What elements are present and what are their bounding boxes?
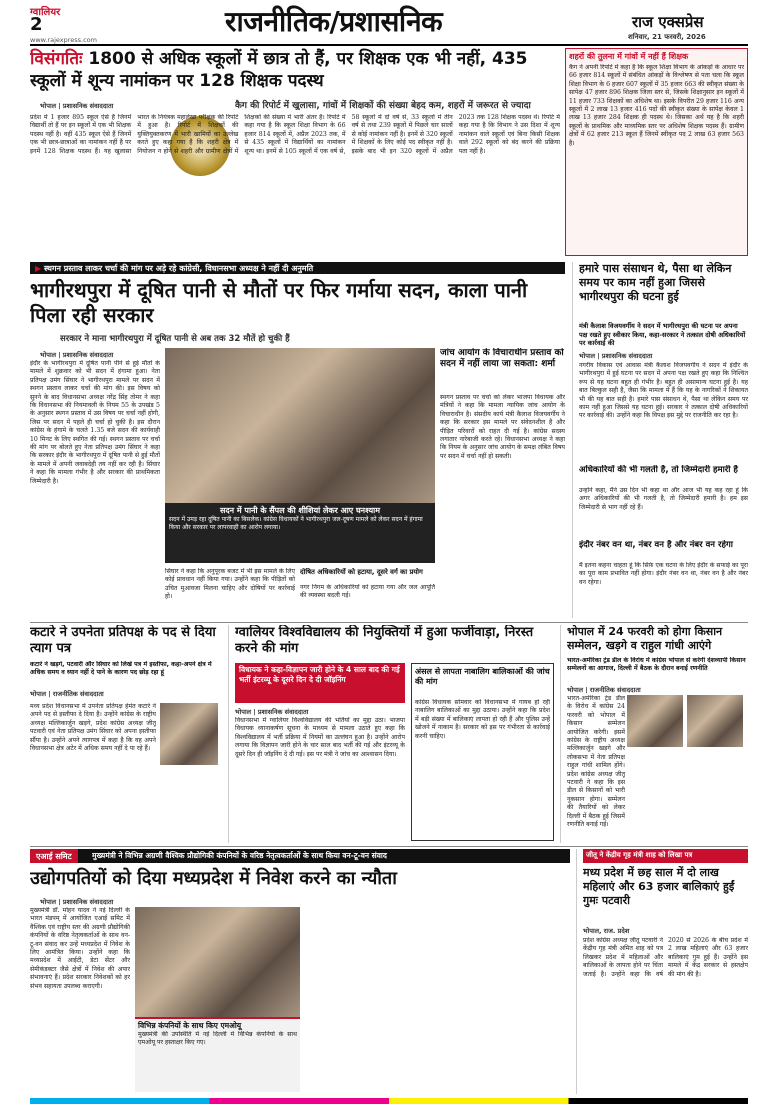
ai-summit-story [30,849,570,1094]
indore-body: मैं इतना कहना चाहता हूं कि सिर्फ़ एक घटना के लिए इंदौर के सफाई का पूरा का पूरा काम प्रभावित नहीं होगा। इंदौर नंबर वन था, नंबर वन है और नंबर वन रहेगा। [579,562,748,586]
vijayvargiya-story [572,262,748,618]
kisan-headline: भोपाल में 24 फरवरी को होगा किसान सम्मेलन, खड़गे व राहुल गांधी आएंगे [567,625,723,652]
brand-logo: राज एक्सप्रेस [632,13,704,31]
photo-caption-title: सदन में पानी के सैंपल की शीशियां लेकर आए घनश्याम [219,506,381,515]
ai-summit-photo [135,907,300,1017]
ai-summit-tag: एआई समिट [30,849,78,863]
kisan-byline: भोपाल | राजनीतिक संवाददाता [567,686,641,694]
sidebar-compare [565,48,748,256]
gwalior-univ-box: विधायक ने कहा-विज्ञापन जारी होने के 4 साल बाद की गई भर्ती इंटरव्यू के दूसरे दिन दे दी जॉइनिंग [235,663,405,703]
photo-caption-bar [165,503,435,563]
officer-body: नगर निगम के अधिकारियों को हटाया गया और जल आपूर्ति की व्यवस्था बदली गई। [300,584,435,600]
katare-subhead: कटारे ने खड़गे, पटवारी और सिंघार को लिखे पत्र में इस्तीफा, कहा-अपने क्षेत्र में अधिक समय व ध्यान नहीं दे पाने के कारण पद छोड़ रहा हूं [30,661,212,677]
banner-text: स्थगन प्रस्ताव लाकर चर्चा की मांग पर अड़े रहे कांग्रेसी, विधानसभा अध्यक्ष ने नहीं दी अनुमति [43,264,314,273]
missing-girls-headline: अंसल से लापता नाबालिग बालिकाओं की जांच की मांग [415,667,550,686]
patwari-body: प्रदेश कांग्रेस अध्यक्ष जीतू पटवारी ने केंद्रीय गृह मंत्री अमित शाह को पत्र लिखकर प्रदेश में महिलाओं और बालिकाओं के लापता होने पर चिंता जताई है। उन्होंने कहा कि वर्ष 2020 से 2026 के बीच प्रदेश में 2 लाख महिलाएं और 63 हजार बालिकाएं गुम हुई हैं। उन्होंने इस मामले में केंद्र सरकार से हस्तक्षेप की मांग की है। [583,937,748,978]
ai-summit-caption: विभिन्न कंपनियों के साथ किए एमओयू [138,1021,242,1030]
kharge-photo [627,695,683,747]
patwari-headline: मध्य प्रदेश में छह साल में दो लाख महिलाएं और 63 हजार बालिकाएं हुईं गुमः पटवारी [583,866,735,907]
mid-rule [30,622,748,623]
katare-headline: कटारे ने उपनेता प्रतिपक्ष के पद से दिया त्याग पत्र [30,625,216,656]
congress-banner [30,262,565,274]
sidebar-compare-headline: शहरों की तुलना में गांवों में नहीं हैं शिक्षक [569,52,689,61]
ai-summit-banner: मुख्यमंत्री ने विभिन्न अग्रणी वैश्विक प्रौद्योगिकी कंपनियों के वरिष्ठ नेतृत्वकर्ताओं के साथ किया वन-टू-वन संवाद [92,851,387,860]
kisan-story [560,625,748,843]
officer-box [300,568,435,614]
ai-summit-body-cont [305,907,570,1092]
katare-story [30,625,220,843]
vijayvargiya-body: नगरीय विकास एवं आवास मंत्री कैलाश विजयवर्गीय ने सदन में इंदौर के भागीरथपुरा में हुई घटना पर सदन में अपना पक्ष रखते हुए कहा कि निश्चित रूप से यह घटना बहुत ही गंभीर है। बहुत ही असामान्य घटना हुई है। यह बात बिल्कुल सही है, जैसा कि मामला में हैं कि यह के नागरिकों ने शिकायत भी की यह बात सही है। हमारे पास संसाधन थे, पैसा था लेकिन समय पर काम नहीं हुआ जिससे यह घटना हुई। सरकार ने तत्काल दोषी अधिकारियों पर कार्रवाई की। उन्होंने कहा कि विपक्ष इस मुद्दे पर राजनीति कर रहा है। [579,362,748,420]
inquiry-body: स्थगन प्रस्ताव पर चर्चा को लेकर भाजपा विधायक और मंत्रियों ने कहा कि मामला न्यायिक जांच आयोग के विचाराधीन है। संसदीय कार्य मंत्री कैलाश विजयवर्गीय ने कहा कि सरकार इस मामले पर संवेदनशील है और पीड़ित परिवारों को राहत दी गई है। कांग्रेस सदस्य लगातार नारेबाजी करते रहे। विधानसभा अध्यक्ष ने कहा कि नियम के अनुसार जांच आयोग के समक्ष लंबित विषय पर सदन में चर्चा नहीं हो सकती। [440,394,565,460]
patwari-tag: जीतू ने केंद्रीय गृह मंत्री शाह को लिखा पत्र [583,849,748,863]
bhagirathpura-story [30,278,565,618]
ai-summit-banner-row [30,849,570,863]
photo-caption-text: सदन में उमड़ रहा दूषित पानी का बिसलेक। कांग्रेस विधायकों ने भागीरथपुरा जल-दूषण मामले को लेकर सदन में हंगामा किया और सरकार पर लापरवाही का आरोप लगाया। [169,516,423,531]
lower-rule [30,846,748,847]
ai-summit-headline: उद्योगपतियों को दिया मध्यप्रदेश में निवेश करने का न्यौता [30,868,397,889]
gwalior-univ-headline: ग्वालियर विश्वविद्यालय की नियुक्तियों में हुआ फर्जीवाड़ा, निरस्त करने की मांग [235,625,534,656]
kisan-body: भारत-अमेरिका ट्रेड डील के विरोध में कांग्रेस 24 फरवरी को भोपाल में किसान सम्मेलन आयोजित करेगी। इसमें कांग्रेस के राष्ट्रीय अध्यक्ष मल्लिकार्जुन खड़गे और लोकसभा में नेता प्रतिपक्ष राहुल गांधी शामिल होंगे। प्रदेश कांग्रेस अध्यक्ष जीतू पटवारी ने कहा कि इस डील से किसानों को भारी नुकसान होगा। सम्मेलन की तैयारियों को लेकर दिल्ली में बैठक हुई जिसमें रणनीति बनाई गई। [567,695,625,829]
rahul-photo [687,695,743,747]
gwalior-univ-byline: भोपाल | प्रशासनिक संवाददाता [235,708,309,716]
ai-summit-body: मुख्यमंत्री डॉ. मोहन यादव ने नई दिल्ली के भारत मंडपम् में आयोजित एआई समिट में वैश्विक एवं राष्ट्रीय स्तर की अग्रणी प्रौद्योगिकी कंपनियों के वरिष्ठ नेतृत्वकर्ताओं के साथ वन-टू-वन संवाद कर उन्हें मध्यप्रदेश में निवेश के लिए आमंत्रित किया। उन्होंने कहा कि मध्यप्रदेश में आईटी, डेटा सेंटर और सेमीकंडक्टर जैसे क्षेत्रों में निवेश की अपार संभावनाएं हैं। प्रदेश सरकार निवेशकों को हर संभव सहायता उपलब्ध कराएगी। [30,907,130,990]
patwari-byline: भोपाल, राज. प्रदेश [583,927,630,935]
ai-summit-caption-box [135,1017,300,1092]
indore-headline: इंदौर नंबर वन था, नंबर वन है और नंबर वन रहेगा [579,540,733,550]
ai-summit-caption-desc: मुख्यमंत्री की उपस्थिति में नई दिल्ली में विभिन्न कंपनियों के साथ एमओयू पर हस्ताक्षर किए गए। [138,1031,297,1047]
assembly-photo [165,348,435,503]
ai-summit-byline: भोपाल | प्रशासनिक संवाददाता [40,898,114,906]
vijayvargiya-byline: भोपाल | प्रशासनिक संवाददाता [579,352,653,360]
lead-headline [30,48,560,92]
bhagirathpura-extra: सिंघार ने कहा कि अनुपूरक बजट में भी इस मामले के लिए कोई प्रावधान नहीं किया गया। उन्होंने कहा कि पीड़ितों को उचित मुआवजा मिलना चाहिए और दोषियों पर कार्रवाई हो। [165,568,295,601]
lead-byline: भोपाल | प्रशासनिक संवाददाता [40,102,114,110]
katare-photo [160,703,218,765]
footer-color-bar [30,1098,748,1104]
website[interactable]: www.rajexpress.com [30,36,97,44]
vijayvargiya-headline: हमारे पास संसाधन थे, पैसा था लेकिन समय पर काम नहीं हुआ जिससे भागीरथपुरा की घटना हुई [579,262,732,303]
missing-girls-body: कांग्रेस विधायक सोमवार को विधानसभा में गायब हो रही नाबालिग बालिकाओं का मुद्दा उठाया। उन्होंने कहा कि प्रदेश में बड़ी संख्या में बालिकाएं लापता हो रही हैं और पुलिस उन्हें खोजने में नाकाम है। सरकार को इस पर गंभीरता से कार्रवाई करनी चाहिए। [415,699,550,740]
sidebar-compare-body: कैग ने अपनी रिपोर्ट में कहा है कि स्कूल शिक्षा विभाग के आंकड़ों के आधार पर 66 हजार 814 स्कूलों में संबंधित आंकड़ों के विश्लेषण से पता चला कि स्कूल शिक्षा विभाग के 6 हजार 607 स्कूलों में 35 हजार 663 की स्वीकृत संख्या के सापेक्ष 47 हजार 896 शिक्षक जिला स्तर से, जिसके शिक्षानुसार इन स्कूलों में 11 हजार 733 शिक्षकों का अधिशेष था। इसके विपरीत 29 हजार 116 अन्य स्कूलों में 2 लाख 13 हजार 416 पदों की स्वीकृत संख्या के सापेक्ष केवल 1 लाख 13 हजार 284 शिक्षक ही पदस्थ थे। जिसका अर्थ यह है कि शहरी स्कूलों के प्राथमिक और माध्यमिक स्तर पर अधिशेष शिक्षक पदस्थ हैं। ग्रामीण क्षेत्रों में 62 हजार 213 स्कूल हैं जिनमें स्वीकृत पद 2 लाख 63 हजार 563 है। [569,64,744,147]
masthead-rule [30,44,748,46]
inquiry-headline: जांच आयोग के विचाराधीन प्रस्ताव को सदन में नहीं लाया जा सकता: शर्मा [440,348,564,369]
lead-headline-text: 1800 से अधिक स्कूलों में छात्र तो हैं, पर शिक्षक एक भी नहीं, 435 स्कूलों में शून्य नामांकन पर 128 शिक्षक पदस्थ [30,49,528,91]
patwari-story [576,849,748,1094]
gwalior-univ-story [228,625,553,843]
bhagirathpura-subhead: सरकार ने माना भागीरथपुरा में दूषित पानी से अब तक 32 मौतें हो चुकी हैं [60,334,290,344]
lead-subhead: कैग की रिपोर्ट में खुलासा, गांवों में शिक्षकों की संख्या बेहद कम, शहरों में जरूरत से ज्यादा [235,101,531,110]
masthead-city: ग्वालियर [30,7,61,18]
katare-body: मध्य प्रदेश विधानसभा में उपनेता प्रतिपक्ष हेमंत कटारे ने अपने पद से इस्तीफा दे दिया है। उन्होंने कांग्रेस के राष्ट्रीय अध्यक्ष मल्लिकार्जुन खड़गे, प्रदेश कांग्रेस अध्यक्ष जीतू पटवारी एवं नेता प्रतिपक्ष उमंग सिंघार को अपना इस्तीफा सौंपा है। उन्होंने अपने त्यागपत्र में कहा है कि वह अपने विधानसभा क्षेत्र अटेर में अधिक समय नहीं दे पा रहे हैं। [30,703,156,753]
lead-kicker: विसंगतिः [30,49,83,69]
inquiry-box [440,348,565,598]
bhagirathpura-body: इंदौर के भागीरथपुरा में दूषित पानी पीने से हुई मौतों के मामले में शुक्रवार को भी सदन में हंगामा हुआ। नेता प्रतिपक्ष उमंग सिंघार ने भागीरथपुरा मामले पर सदन में स्थगन प्रस्ताव लाकर चर्चा की मांग की। इस विषय को सुनने के बाद विधानसभा अध्यक्ष नरेंद्र सिंह तोमर ने कहा कि विधानसभा की नियमावली के नियम 55 के उपखंड 5 के अनुसार स्थगन प्रस्ताव में उस विषय पर चर्चा नहीं होगी, जिस पर सदन में पहले ही चर्चा हो चुकी है। इस दौरान कांग्रेस के हंगामे के चलते 1.35 बजे सदन की कार्यवाही 10 मिनट के लिए स्थगित की गई। स्थगन प्रस्ताव पर चर्चा की मांग पर बोलते हुए नेता प्रतिपक्ष उमंग सिंघार ने कहा कि सरकार इंदौर के भागीरथपुरा में दूषित पानी से हुई मौतों के मामले में अपनी जवाबदेही तय नहीं कर रही है। सिंघार ने कहा कि मामला गंभीर है और सरकार की प्राथमिकता जिम्मेदारी है। [30,360,160,485]
bhagirathpura-byline: भोपाल | प्रशासनिक संवाददाता [40,351,114,359]
vijayvargiya-officer-body: उन्होंने कहा, मैंने उस दिन भी कहा था और आज भी यह कह रहा हूं कि अगर अधिकारियों की भी गलती है, तो जिम्मेदारी हमारी है। हम इस जिम्मेदारी से भाग नहीं रहे हैं। [579,487,748,511]
masthead [0,0,778,44]
section-title: राजनीतिक/प्रशासनिक [225,5,443,38]
banner-arrow-icon: ▶ [35,264,42,273]
officer-headline: दोषित अधिकारियों को हटाया, दूसरे वर्ग का प्रयोग [300,568,423,576]
lead-body: प्रदेश में 1 हजार 895 स्कूल ऐसे हैं जिनमें विद्यार्थी तो हैं पर इन स्कूलों में एक भी शिक्षक पदस्थ नहीं है। वहीं 435 स्कूल ऐसे हैं जिनमें एक भी छात्र-छात्राओं का नामांकन नहीं है पर इनमें 128 शिक्षक पदस्थ हैं। यह खुलासा भारत के नियंत्रक महालेखा परीक्षक की रिपोर्ट में हुआ है। रिपोर्ट में शिक्षकों की युक्तियुक्तकरण में भारी खामियों का उल्लेख करते हुए कहा गया है कि शहरी क्षेत्र में नियोजन न होने से शहरी और ग्रामीण क्षेत्रों में शिक्षकों की संख्या में भारी अंतर है। रिपोर्ट में कहा गया है कि स्कूल शिक्षा विभाग के 66 हजार 814 स्कूलों में, अप्रैल 2023 तक, में से 435 स्कूलों में विद्यार्थियों का नामांकन शून्य था। इनमें से 105 स्कूलों में एक वर्ष से, 58 स्कूलों में दो वर्ष से, 33 स्कूलों में तीन वर्ष से तथा 239 स्कूलों में पिछले चार सालों से कोई नामांकन नहीं है। इनमें से 320 स्कूलों में शिक्षकों के लिए कोई पद स्वीकृत नहीं है। इसके बाद भी इन 320 स्कूलों में अप्रैल 2023 तक 128 शिक्षक पदस्थ थे। रिपोर्ट में कहा गया है कि विभाग ने उस दिशा में शून्य नामांकन वाले स्कूलों एवं बिना किसी शिक्षक वाले 292 स्कूलों को बंद करने की प्रक्रिया पता नहीं है। [30,114,560,155]
bhagirathpura-headline: भागीरथपुरा में दूषित पानी से मौतों पर फिर गर्माया सदन, काला पानी पिला रही सरकार [30,278,528,327]
vijayvargiya-officer-headline: अधिकारियों की भी गलती है, तो जिम्मेदारी हमारी है [579,465,738,475]
page-number: 2 [30,14,43,35]
lead-story [30,48,560,256]
kisan-body-cont [627,751,743,841]
katare-byline: भोपाल | राजनीतिक संवाददाता [30,690,104,698]
kisan-subhead: भारत-अमेरिका ट्रेड डील के विरोध में कांग्रेस भोपाल से करेगी देशव्यापी किसान सम्मेलनों का आगाज, दिल्ली में बैठक के दौरान बनाई रणनीति [567,657,746,673]
missing-girls-box [411,663,554,841]
vijayvargiya-subhead: मंत्री कैलाश विजयवर्गीय ने सदन में भागीरथपुरा की घटना पर अपना पक्ष रखते हुए स्वीकार किया, कहा-सरकार ने तत्काल दोषी अधिकारियों पर कार्रवाई की [579,322,746,347]
gwalior-univ-body: विधानसभा में ग्वालियर विश्वविद्यालय की भर्तियों का मुद्दा उठा। भाजपा विधायक ध्यानाकर्षण सूचना के माध्यम से मामला उठाते हुए कहा कि विश्वविद्यालय में भर्ती प्रक्रिया में नियमों का उल्लंघन हुआ है। उन्होंने आरोप लगाया कि विज्ञापन जारी होने के चार साल बाद भर्ती की गई और इंटरव्यू के दूसरे दिन ही जॉइनिंग दे दी गई। इस पर मंत्री ने जांच का आश्वासन दिया। [235,717,405,758]
issue-date: शनिवार, 21 फरवरी, 2026 [628,33,706,41]
